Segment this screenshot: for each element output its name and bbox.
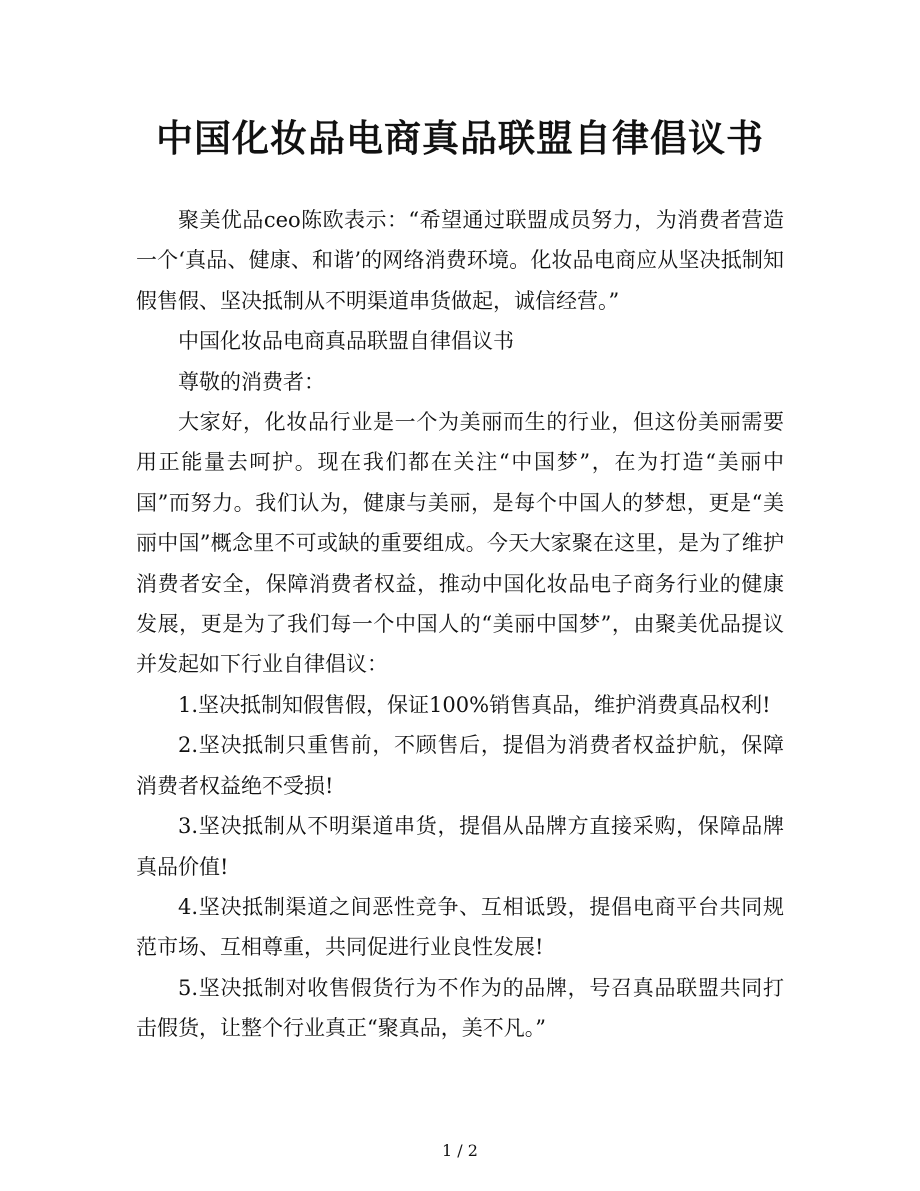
paragraph-quote: 聚美优品ceo陈欧表示：“希望通过联盟成员努力，为消费者营造一个‘真品、健康、和谐’的网络消费环境。化妆品电商应从坚决抵制知假售假、坚决抵制从不明渠道串货做起，诚信经营。” xyxy=(136,208,784,313)
page-number: 1 / 2 xyxy=(442,1141,478,1160)
document-body xyxy=(136,200,784,1049)
paragraph-salutation: 尊敬的消费者： xyxy=(178,369,325,394)
paragraph-item-4: 4.坚决抵制渠道之间恶性竞争、互相诋毁，提倡电商平台共同规范市场、互相尊重，共同促进行业良性发展! xyxy=(136,894,784,960)
document-title: 中国化妆品电商真品联盟自律倡议书 xyxy=(156,116,764,160)
paragraph-item-5: 5.坚决抵制对收售假货行为不作为的品牌，号召真品联盟共同打击假货，让整个行业真正“聚真品，美不凡。” xyxy=(136,975,784,1041)
paragraph-item-2: 2.坚决抵制只重售前，不顾售后，提倡为消费者权益护航，保障消费者权益绝不受损! xyxy=(136,733,784,798)
paragraph-item-1: 1.坚决抵制知假售假，保证100%销售真品，维护消费真品权利! xyxy=(178,692,771,717)
paragraph-item-3: 3.坚决抵制从不明渠道串货，提倡从品牌方直接采购，保障品牌真品价值! xyxy=(136,814,784,879)
paragraph-heading: 中国化妆品电商真品联盟自律倡议书 xyxy=(178,329,514,354)
paragraph-intro: 大家好，化妆品行业是一个为美丽而生的行业，但这份美丽需要用正能量去呵护。现在我们都在关注“中国梦”，在为打造“美丽中国”而努力。我们认为，健康与美丽，是每个中国人的梦想，更是“美丽中国”概念里不可或缺的重要组成。今天大家聚在这里，是为了维护消费者安全，保障消费者权益，推动中国化妆品电子商务行业的健康发展，更是为了我们每一个中国人的“美丽中国梦”，由聚美优品提议并发起如下行业自律倡议： xyxy=(136,410,784,677)
